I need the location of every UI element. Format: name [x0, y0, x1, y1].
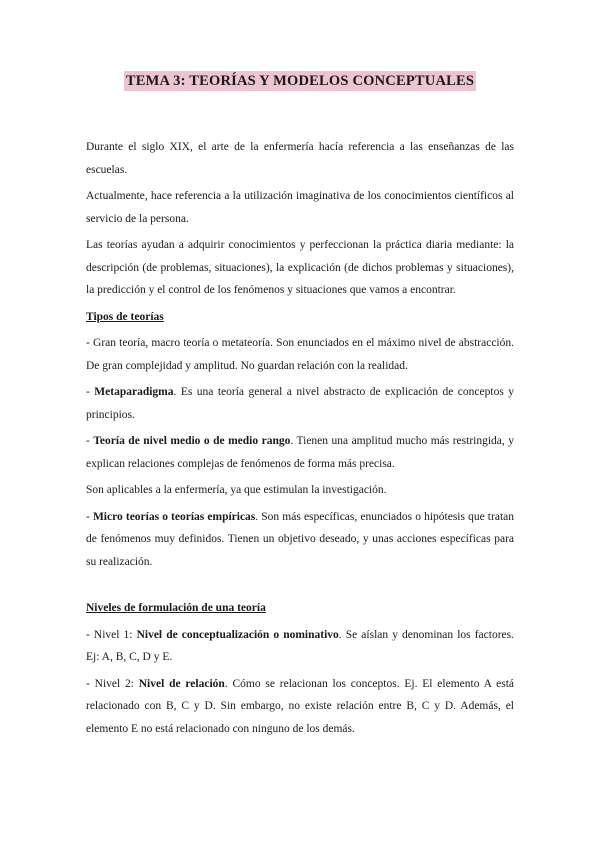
paragraph-teorias: Las teorías ayudan a adquirir conocimientos y perfeccionan la práctica diaria mediante: la descripción (de problemas, situaciones), la explicación (de dichos problemas y situaciones), la predicción y el control de los fenómenos y situaciones que vamos a encontrar.	[86, 239, 514, 296]
section-heading-tipos: Tipos de teorías	[86, 310, 164, 323]
list-item-metaparadigma	[86, 381, 514, 426]
item-prefix: -	[86, 435, 94, 447]
item-prefix: -	[86, 386, 95, 398]
page-title: TEMA 3: TEORÍAS Y MODELOS CONCEPTUALES	[125, 73, 475, 89]
paragraph-intro: Durante el siglo XIX, el arte de la enfermería hacía referencia a las enseñanzas de las escuelas.	[86, 141, 514, 176]
title-wrap	[0, 71, 600, 91]
list-item-nivel-2	[86, 673, 514, 741]
list-item-nivel-1	[86, 624, 514, 669]
section-spacer	[86, 577, 514, 597]
list-item-nivel-medio	[86, 430, 514, 475]
list-item-micro-teorias	[86, 506, 514, 574]
item-text: . Tienen una amplitud mucho más restringida, y explican relaciones complejas de fenómenos de forma más precisa.	[86, 435, 514, 470]
term-nivel-medio: Teoría de nivel medio o de medio rango	[93, 435, 291, 447]
item-prefix: -	[86, 510, 93, 523]
item-text: . Son más específicas, enunciados o hipótesis que tratan de fenómenos muy definidos. Tienen un objetivo deseado, y unas acciones específicas para su realización.	[86, 510, 514, 568]
section-heading-niveles: Niveles de formulación de una teoría	[86, 602, 266, 614]
document-body	[86, 136, 514, 744]
item-text: . Cómo se relacionan los conceptos. Ej. El elemento A está relacionado con B, C y D. Sin embargo, no existe relación entre B, C y D. Además, el elemento E no está relacionado con ninguno de los demás.	[86, 677, 514, 735]
paragraph-actualmente: Actualmente, hace referencia a la utilización imaginativa de los conocimientos científicos al servicio de la persona.	[86, 190, 514, 225]
term-nivel-1: Nivel de conceptualización o nominativo	[136, 628, 339, 641]
paragraph-aplicables: Son aplicables a la enfermería, ya que estimulan la investigación.	[86, 484, 387, 496]
item-text: . Se aíslan y denominan los factores. Ej: A, B, C, D y E.	[86, 628, 514, 663]
term-micro-teorias: Micro teorías o teorías empíricas	[92, 510, 256, 523]
item-prefix: - Nivel 2:	[86, 677, 139, 690]
item-text: . Es una teoría general a nivel abstracto de explicación de conceptos y principios.	[86, 386, 514, 421]
list-item-gran-teoria: - Gran teoría, macro teoría o metateoría. Son enunciados en el máximo nivel de abstracción. De gran complejidad y amplitud. No guardan relación con la realidad.	[86, 337, 514, 372]
term-metaparadigma: Metaparadigma	[94, 386, 174, 398]
item-prefix: - Nivel 1:	[86, 628, 137, 641]
term-nivel-2: Nivel de relación	[138, 677, 225, 690]
